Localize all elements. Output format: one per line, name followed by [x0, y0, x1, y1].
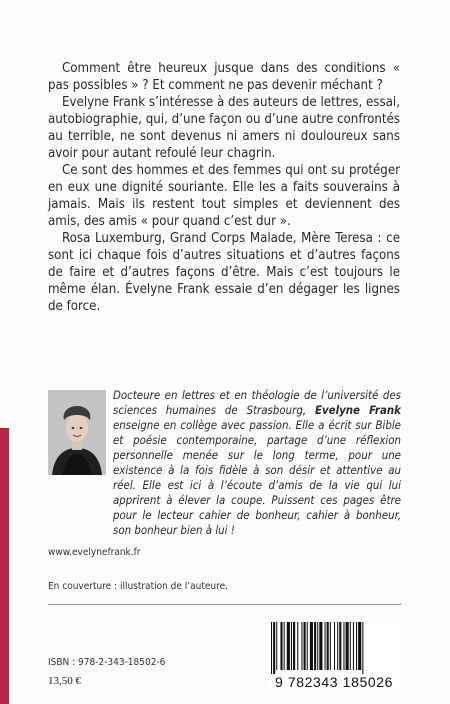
barcode [267, 622, 401, 692]
blurb-paragraph: Evelyne Frank s’intéresse à des auteurs de lettres, essai, autobiographie, qui, d’une façon ou d’une autre confrontés au terrible, ne sont devenus ni amers ni douloureux sans avoir pour autant refoulé leur chagrin. [48, 95, 400, 161]
blurb-paragraph: Comment être heureux jusque dans des conditions « pas possibles » ? Et comment ne pas devenir méchant ? [48, 61, 400, 93]
bio-text-intro: Docteure en lettres et en théologie de l’université des sciences humaines de Strasbourg, [113, 388, 401, 417]
blurb-text [48, 60, 400, 315]
author-photo [48, 390, 106, 475]
blurb-paragraph: Ce sont des hommes et des femmes qui ont su protéger en eux une dignité souriante. Elle les a faits souverains à jamais. Mais ils restent tout simples et deviennent des amis, des amis « pour quand c’est dur ». [48, 163, 400, 229]
spine-accent-strip [0, 428, 9, 704]
author-portrait-illustration [48, 390, 106, 475]
author-bio [113, 388, 401, 538]
author-website: www.evelynefrank.fr [48, 547, 141, 558]
isbn-label: ISBN : 978-2-343-18502-6 [48, 657, 166, 668]
barcode-bars-icon [267, 622, 401, 674]
divider-line [48, 604, 401, 605]
barcode-digits: 9 782343 185026 [275, 674, 393, 690]
author-name: Evelyne Frank [314, 403, 401, 417]
blurb-paragraph: Rosa Luxemburg, Grand Corps Malade, Mère Teresa : ce sont ici chaque fois d’autres situations et d’autres façons de faire et d’autres façons d’être. Mais c’est toujours le même élan. Évelyne Frank essaie d’en dégager les lignes de force. [48, 231, 400, 314]
bio-text-rest: enseigne en collège avec passion. Elle a écrit sur Bible et poésie contemporaine, partage d’une réflexion personnelle menée sur le long terme, pour une existence à la fois fidèle à son désir et attentive au réel. Elle est ici à l’écoute d’amis de la vie qui lui apprirent à élever la coupe. Puissent ces pages être pour le lecteur cahier de bonheur, cahier à bonheur, son bonheur bien à lui ! [113, 418, 401, 537]
cover-credit: En couverture : illustration de l’auteure. [48, 581, 228, 592]
price-label: 13,50 € [48, 675, 81, 687]
